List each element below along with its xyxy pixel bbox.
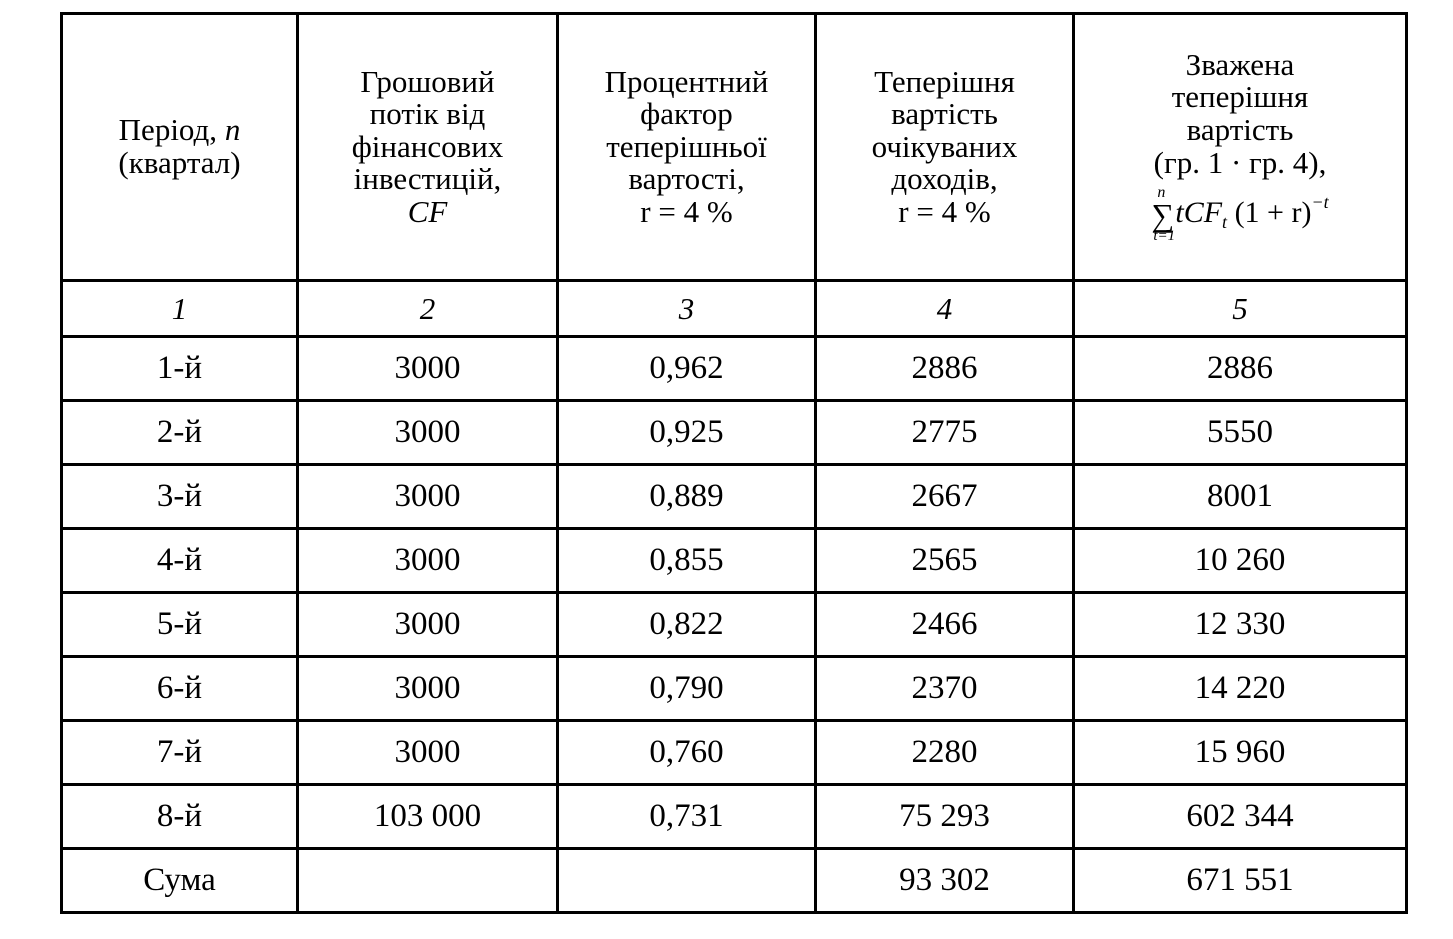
table-cell: 3000	[298, 465, 558, 529]
header-cash-flow: Грошовий потік від фінансових інвестицій, CF	[298, 14, 558, 281]
table-cell: 2466	[816, 593, 1074, 657]
table-cell: Сума	[62, 849, 298, 913]
table-cell: 2280	[816, 721, 1074, 785]
table-cell: 93 302	[816, 849, 1074, 913]
table-row	[62, 721, 1407, 785]
table-row	[62, 593, 1407, 657]
table-cell: 602 344	[1074, 785, 1407, 849]
table-cell: 2667	[816, 465, 1074, 529]
table-cell: 3000	[298, 593, 558, 657]
summation-symbol: n ∑ t=1	[1151, 184, 1176, 245]
weighted-pv-formula: n ∑ t=1 tCF$_t$ $(1 + r)^{-t}$	[1151, 184, 1329, 245]
table-cell	[558, 849, 816, 913]
table-cell	[298, 849, 558, 913]
cash-flow-table	[60, 12, 1408, 914]
table-cell: 103 000	[298, 785, 558, 849]
table-cell: 3000	[298, 529, 558, 593]
table-cell: 5-й	[62, 593, 298, 657]
table-cell: 0,822	[558, 593, 816, 657]
table-cell: 2565	[816, 529, 1074, 593]
table-cell: 2886	[1074, 337, 1407, 401]
table-cell: 3-й	[62, 465, 298, 529]
header-discount-factor: Процентний фактор теперішньої вартості, r = 4 %	[558, 14, 816, 281]
table-cell: 6-й	[62, 657, 298, 721]
table-cell: 2-й	[62, 401, 298, 465]
table-row	[62, 465, 1407, 529]
table-cell: 0,925	[558, 401, 816, 465]
table-cell: 2370	[816, 657, 1074, 721]
table-cell: 8-й	[62, 785, 298, 849]
header-period: Період, n (квартал)	[62, 14, 298, 281]
header-row	[62, 14, 1407, 281]
column-number-row	[62, 281, 1407, 337]
column-number: 2	[298, 281, 558, 337]
table-cell: 3000	[298, 657, 558, 721]
table-row	[62, 529, 1407, 593]
table-cell: 2775	[816, 401, 1074, 465]
header-present-value: Теперішня вартість очікуваних доходів, r = 4 %	[816, 14, 1074, 281]
table-row	[62, 401, 1407, 465]
column-number: 1	[62, 281, 298, 337]
table-cell: 4-й	[62, 529, 298, 593]
table-cell: 1-й	[62, 337, 298, 401]
table-cell: 0,889	[558, 465, 816, 529]
table-body	[62, 337, 1407, 913]
header-weighted-present-value: Зважена теперішня вартість (гр. 1 · гр. 4), n ∑ t=1 tCF$_t$ $(1 + r)^{-t}$	[1074, 14, 1407, 281]
table-row	[62, 849, 1407, 913]
table-cell: 3000	[298, 337, 558, 401]
table-cell: 2886	[816, 337, 1074, 401]
table-cell: 3000	[298, 401, 558, 465]
table-cell: 0,855	[558, 529, 816, 593]
table-cell: 10 260	[1074, 529, 1407, 593]
table-cell: 8001	[1074, 465, 1407, 529]
column-number: 3	[558, 281, 816, 337]
table-cell: 7-й	[62, 721, 298, 785]
table-cell: 5550	[1074, 401, 1407, 465]
table-cell: 0,731	[558, 785, 816, 849]
table-cell: 0,790	[558, 657, 816, 721]
table-row	[62, 785, 1407, 849]
table-cell: 12 330	[1074, 593, 1407, 657]
table-cell: 15 960	[1074, 721, 1407, 785]
table-cell: 14 220	[1074, 657, 1407, 721]
table-row	[62, 337, 1407, 401]
table-cell: 0,962	[558, 337, 816, 401]
table-cell: 75 293	[816, 785, 1074, 849]
column-number: 4	[816, 281, 1074, 337]
table-row	[62, 657, 1407, 721]
table-cell: 671 551	[1074, 849, 1407, 913]
table-cell: 3000	[298, 721, 558, 785]
table-cell: 0,760	[558, 721, 816, 785]
column-number: 5	[1074, 281, 1407, 337]
